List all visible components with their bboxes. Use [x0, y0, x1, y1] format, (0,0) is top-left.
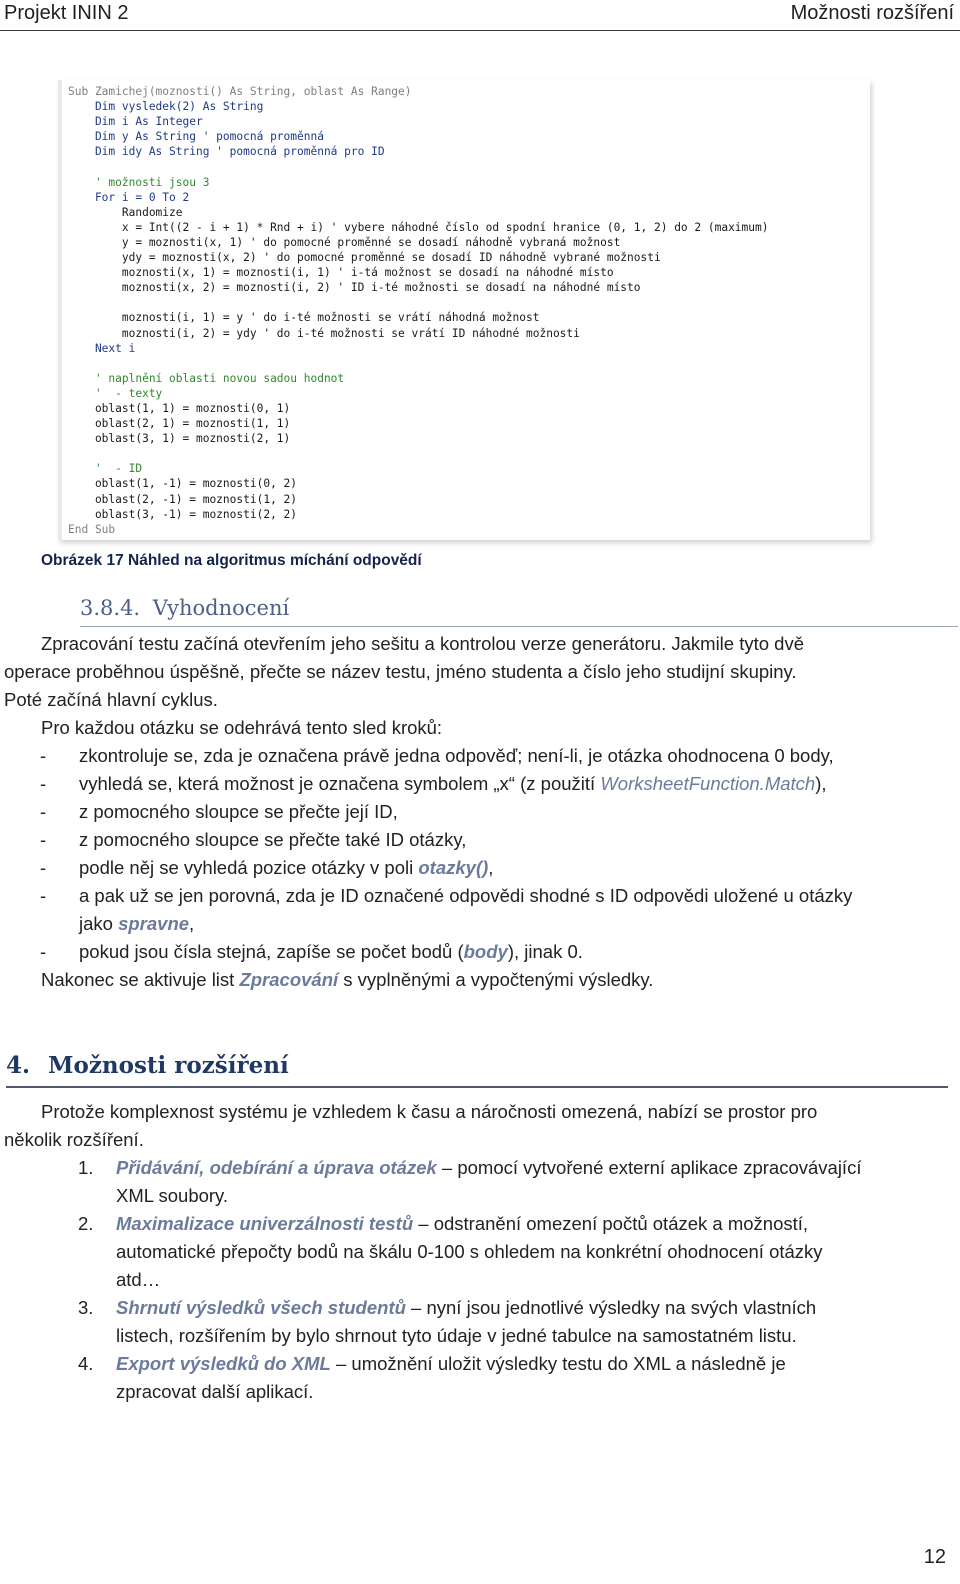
step-item — [79, 770, 827, 798]
code-line: Sub Zamichej(moznosti() As String, oblast As Range) — [68, 85, 412, 98]
list-item-text: – nyní jsou jednotlivé výsledky na svých vlastních — [405, 1297, 817, 1318]
chapter-number: 4. — [6, 1052, 31, 1079]
code-line: Dim y As String ' pomocná proměnná — [68, 130, 324, 144]
chapter-title: Možnosti rozšíření — [48, 1052, 289, 1079]
list-item-text: – umožnění uložit výsledky testu do XML a následně je — [330, 1353, 786, 1374]
paragraph-line: několik rozšíření. — [4, 1129, 144, 1150]
list-item-continuation: atd… — [116, 1269, 161, 1290]
paragraph-text: s vyplněnými a vypočtenými výsledky. — [338, 969, 654, 990]
step-item-continuation — [79, 910, 194, 938]
paragraph-line: Zpracování testu začíná otevřením jeho sešitu a kontrolou verze generátoru. Jakmile tyto dvě — [41, 633, 805, 654]
step-text: ), jinak 0. — [507, 941, 583, 962]
step-text: pokud jsou čísla stejná, zapíše se počet bodů ( — [79, 941, 464, 962]
list-item-continuation: XML soubory. — [116, 1185, 229, 1206]
list-item-title: Export výsledků do XML — [116, 1353, 331, 1374]
step-text: , — [488, 857, 494, 878]
list-item — [116, 1294, 816, 1322]
step-item: z pomocného sloupce se přečte také ID otázky, — [79, 829, 467, 850]
code-line: Next i — [68, 341, 136, 355]
code-screenshot — [58, 80, 870, 540]
list-number: 3. — [78, 1297, 94, 1318]
section-title: Vyhodnocení — [152, 596, 290, 620]
list-dash: - — [40, 801, 47, 822]
code-line: ' možnosti jsou 3 — [68, 175, 210, 189]
paragraph-line — [41, 966, 653, 994]
list-number: 1. — [78, 1157, 94, 1178]
code-line: oblast(1, 1) = moznosti(0, 1) — [68, 401, 291, 415]
code-line — [68, 295, 769, 310]
code-line — [68, 159, 769, 174]
step-emphasis: body — [463, 941, 508, 962]
list-item-continuation: automatické přepočty bodů na škálu 0-100 s ohledem na konkrétní ohodnocení otázky — [116, 1241, 823, 1262]
list-dash: - — [40, 857, 47, 878]
list-item-title: Přidávání, odebírání a úprava otázek — [116, 1157, 437, 1178]
list-item — [116, 1210, 808, 1238]
figure-caption: Obrázek 17 Náhled na algoritmus míchání odpovědí — [41, 552, 422, 569]
paragraph-emphasis: Zpracování — [239, 969, 339, 990]
step-emphasis: otazky() — [418, 857, 489, 878]
step-item — [79, 938, 583, 966]
code-line: Dim vysledek(2) As String — [68, 100, 264, 114]
code-line: End Sub — [68, 522, 116, 536]
paragraph-line: Poté začíná hlavní cyklus. — [4, 689, 218, 710]
list-number: 2. — [78, 1213, 94, 1234]
chapter-heading-moznosti — [6, 1052, 948, 1088]
step-text: vyhledá se, která možnost je označena symbolem „x“ (z použití — [79, 773, 601, 794]
code-line: oblast(3, 1) = moznosti(2, 1) — [68, 432, 291, 446]
code-line: moznosti(i, 2) = ydy ' do i-té možnosti se vrátí ID náhodné možnosti — [68, 326, 580, 340]
step-text: podle něj se vyhledá pozice otázky v poli — [79, 857, 419, 878]
code-listing — [68, 84, 769, 537]
code-line: oblast(2, -1) = moznosti(1, 2) — [68, 492, 298, 506]
header-chapter-title: Možnosti rozšíření — [790, 2, 954, 24]
running-header — [0, 0, 960, 31]
step-item: a pak už se jen porovná, zda je ID označené odpovědi shodné s ID odpovědi uložené u otázky — [79, 885, 853, 906]
step-text: ), — [815, 773, 827, 794]
code-line: oblast(3, -1) = moznosti(2, 2) — [68, 507, 298, 521]
code-gutter — [58, 80, 62, 540]
code-line: For i = 0 To 2 — [68, 190, 190, 204]
section-number: 3.8.4. — [80, 596, 141, 620]
code-line: moznosti(x, 1) = moznosti(i, 1) ' i-tá možnost se dosadí na náhodné místo — [68, 266, 614, 280]
code-line: moznosti(x, 2) = moznosti(i, 2) ' ID i-té možnosti se dosadí na náhodné místo — [68, 281, 641, 295]
code-line: Dim idy As String ' pomocná proměnná pro ID — [68, 145, 385, 159]
code-line: oblast(1, -1) = moznosti(0, 2) — [68, 477, 298, 491]
paragraph-line: Pro každou otázku se odehrává tento sled kroků: — [41, 717, 443, 738]
code-line: Dim i As Integer — [68, 115, 203, 129]
paragraph-line: Protože komplexnost systému je vzhledem k času a náročnosti omezená, nabízí se prostor pro — [41, 1101, 818, 1122]
list-dash: - — [40, 829, 47, 850]
step-emphasis: spravne — [118, 913, 190, 934]
header-project-title: Projekt ININ 2 — [4, 2, 129, 24]
page-number: 12 — [923, 1546, 946, 1568]
list-dash: - — [40, 941, 47, 962]
code-line: Randomize — [68, 205, 183, 219]
code-line — [68, 356, 769, 371]
step-text: , — [189, 913, 195, 934]
list-item-continuation: zpracovat další aplikací. — [116, 1381, 314, 1402]
code-line: y = moznosti(x, 1) ' do pomocné proměnné se dosadí náhodně vybraná možnost — [68, 235, 621, 249]
step-item — [79, 854, 493, 882]
step-emphasis: WorksheetFunction.Match — [600, 773, 816, 794]
code-line: ' - texty — [68, 386, 163, 400]
list-dash: - — [40, 773, 47, 794]
code-line: ydy = moznosti(x, 2) ' do pomocné proměnné se dosadí ID náhodně vybrané možnosti — [68, 251, 661, 265]
paragraph-text: Nakonec se aktivuje list — [41, 969, 240, 990]
list-item-text: – odstranění omezení počtů otázek a možností, — [413, 1213, 809, 1234]
step-text: jako — [79, 913, 119, 934]
list-number: 4. — [78, 1353, 94, 1374]
code-line: x = Int((2 - i + 1) * Rnd + i) ' vybere náhodné číslo od spodní hranice (0, 1, 2) do 2 (maximum) — [68, 220, 769, 234]
list-item — [116, 1350, 786, 1378]
paragraph-line: operace proběhnou úspěšně, přečte se název testu, jméno studenta a číslo jeho studijní skupiny. — [4, 661, 797, 682]
list-item-continuation: listech, rozšířením by bylo shrnout tyto údaje v jedné tabulce na samostatném listu. — [116, 1325, 797, 1346]
step-item: z pomocného sloupce se přečte její ID, — [79, 801, 398, 822]
list-item-title: Shrnutí výsledků všech studentů — [116, 1297, 406, 1318]
code-line: ' naplnění oblasti novou sadou hodnot — [68, 371, 345, 385]
code-line — [68, 446, 769, 461]
list-dash: - — [40, 885, 47, 906]
code-line: ' - ID — [68, 462, 143, 476]
list-item-text: – pomocí vytvořené externí aplikace zpracovávající — [436, 1157, 862, 1178]
step-item: zkontroluje se, zda je označena právě jedna odpověď; není-li, je otázka ohodnocena 0 body, — [79, 745, 834, 766]
list-item-title: Maximalizace univerzálnosti testů — [116, 1213, 414, 1234]
list-dash: - — [40, 745, 47, 766]
code-line: oblast(2, 1) = moznosti(1, 1) — [68, 417, 291, 431]
list-item — [116, 1154, 861, 1182]
section-heading-vyhodnoceni — [80, 596, 958, 627]
code-line: moznosti(i, 1) = y ' do i-té možnosti se vrátí náhodná možnost — [68, 311, 540, 325]
